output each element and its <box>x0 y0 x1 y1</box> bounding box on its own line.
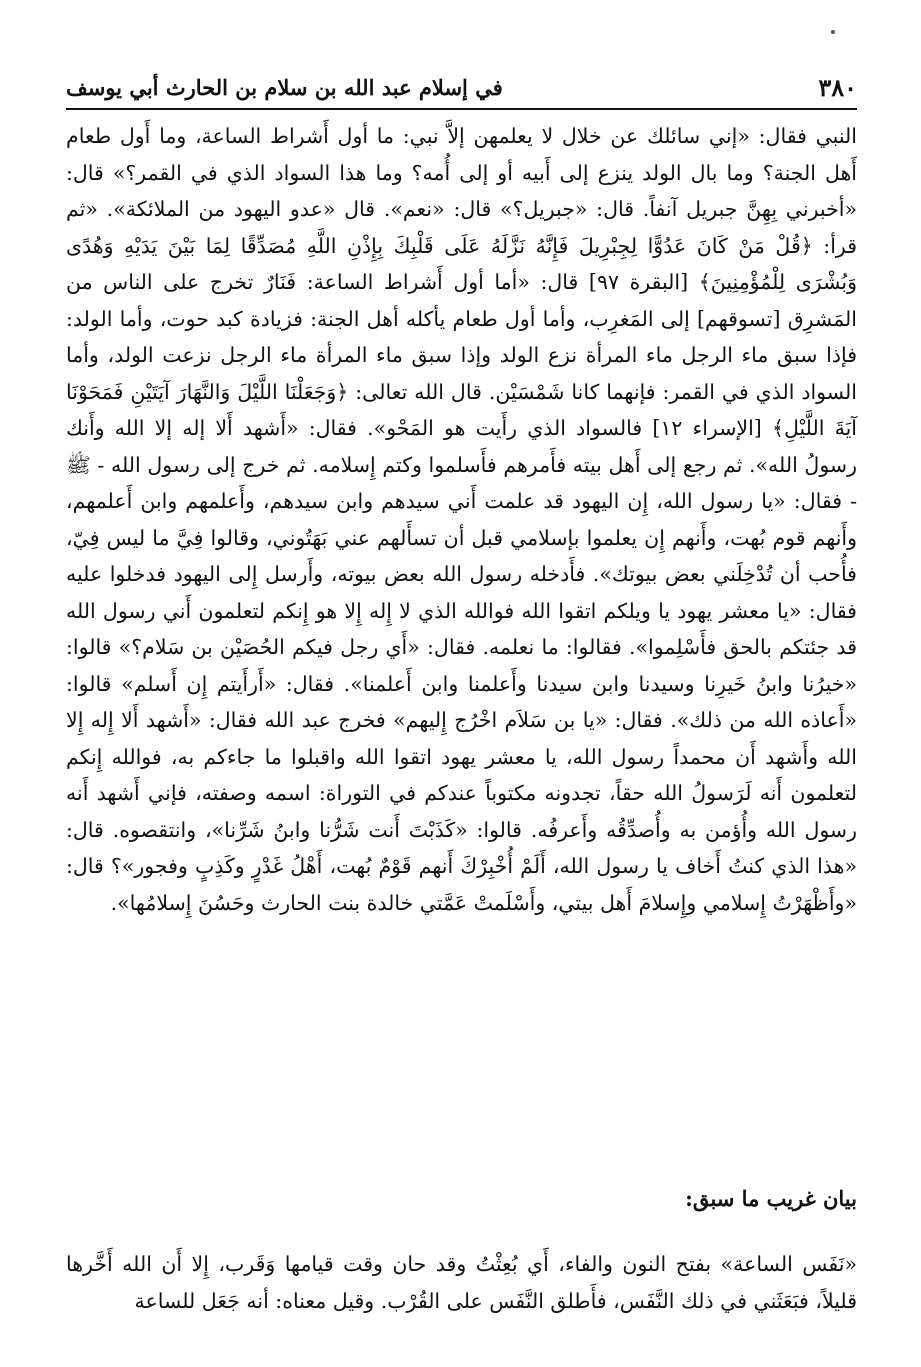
page-header <box>66 64 857 104</box>
notes-text <box>66 1246 857 1320</box>
page-number: ٣٨٠ <box>818 73 857 102</box>
running-title: في إسلام عبد الله بن سلام بن الحارث أبي يوسف <box>66 75 503 100</box>
main-text <box>66 118 857 921</box>
main-paragraph: النبي فقال: «إني سائلك عن خلال لا يعلمهن إلاَّ نبي: ما أول أَشراط الساعة، وما أَول طعام أَهل الجنة؟ وما بال الولد ينزع إلى أَبيه أو إلى أُمه؟ وما هذا السواد الذي في القمر؟» قال: «أخبرني بِهِنَّ جبريل آنفاً. قال: «جبريل؟» قال: «نعم». قال «عدو اليهود من الملائكة». «ثم قرأ: ﴿قُلْ مَنْ كَانَ عَدُوًّا لِجِبْرِيلَ فَإِنَّهُ نَزَّلَهُ عَلَى قَلْبِكَ بِإِذْنِ اللَّهِ مُصَدِّقًا لِمَا بَيْنَ يَدَيْهِ وَهُدًى وَبُشْرَى لِلْمُؤْمِنِينَ﴾ [البقرة ٩٧] قال: «أما أول أَشراط الساعة: فَنَارٌ تخرج على الناس من المَشرِق [تسوقهم] إلى المَغرِب، وأما أول طعام يأكله أهل الجنة: فزيادة كبد حوت، وأما الولد: فإذا سبق ماء الرجل ماء المرأة نزع الولد وإذا سبق ماء المرأة ماء الرجل نزعت الولد، وأما السواد الذي في القمر: فإنهما كانا شَمْسَيْن. قال الله تعالى: ﴿وَجَعَلْنَا اللَّيْلَ وَالنَّهَارَ آيَتَيْنِ فَمَحَوْنَا آيَةَ اللَّيْلِ﴾ [الإسراء ١٢] فالسواد الذي رأَيت هو المَحْو». فقال: «أَشهد أَلا إله إلا الله وأَنك رسولُ الله». ثم رجع إلى أَهل بيته فأَمرهم فأَسلموا وكتم إِسلامه. ثم خرج إلى رسول الله - ﷺ - فقال: «يا رسول الله، إِن اليهود قد علمت أَني سيدهم وابن سيدهم، وأَعلمهم وابن أَعلمهم، وأَنهم قوم بُهت، وأَنهم إِن يعلموا بإسلامي قبل أن تسأَلهم عني بَهَتُوني، وقالوا فِيَّ ما ليس فِيّ، فأُحب أن تُدْخِلَني بعض بيوتك». فأَدخله رسول الله بعض بيوته، وأَرسل إِلى اليهود فدخلوا عليه فقال: «يا معشر يهود يا ويلكم اتقوا الله فوالله الذي لا إِله إِلا هو إِنكم لتعلمون أَني رسول الله قد جئتكم بالحق فأَسْلِموا». فقالوا: ما نعلمه. فقال: «أَي رجل فيكم الحُصَيْن بن سَلام؟» قالوا: «خيرُنا وابنُ خَيرِنا وسيدنا وابن سيدنا وأَعلمنا وابن أَعلمنا». فقال: «أَرأَيتم إِن أَسلم» قالوا: «أَعاذه الله من ذلك». فقال: «يا بن سَلاَم اخْرُج إِليهم» فخرج عبد الله فقال: «أَشهد أَلا إِله إِلا الله وأَشهد أَن محمداً رسول الله، يا معشر يهود اتقوا الله واقبلوا ما جاءكم به، فوالله إِنكم لتعلمون أَنه لَرَسولُ الله حقاً، تجدونه مكتوباً عندكم في التوراة: اسمه وصفته، فإني أَشهد أَنه رسول الله وأُؤمن به وأُصدِّقُه وأَعرفُه. قالوا: «كَذَبْتَ أَنت شَرُّنا وابنُ شَرِّنا»، وانتقصوه. قال: «هذا الذي كنتُ أَخاف يا رسول الله، أَلَمْ أُخْبِرْكَ أَنهم قَوْمٌ بُهت، أَهْلُ غَدْرٍ وكَذِبٍ وفجور»؟ قال: «وأَظْهَرْتُ إِسلامي وإِسلامَ أَهل بيتي، وأَسْلَمتْ عَمَّتي خالدة بنت الحارث وحَسُنَ إِسلامُها». <box>66 124 858 915</box>
section-heading: بيان غريب ما سبق: <box>685 1186 857 1211</box>
header-rule <box>66 108 857 110</box>
note-paragraph: «نَفَس الساعة» بفتح النون والفاء، أَي بُعِثْتُ وقد حان وقت قيامها وَقَرب، إِلا أَن الله أَخَّرها قليلاً، فبَعَثَني في ذلك النَّفَس، فأَطلق النَّفَس على القُرْب. وقيل معناه: أنه جَعَل للساعة <box>66 1252 857 1313</box>
scan-speck <box>831 30 835 34</box>
